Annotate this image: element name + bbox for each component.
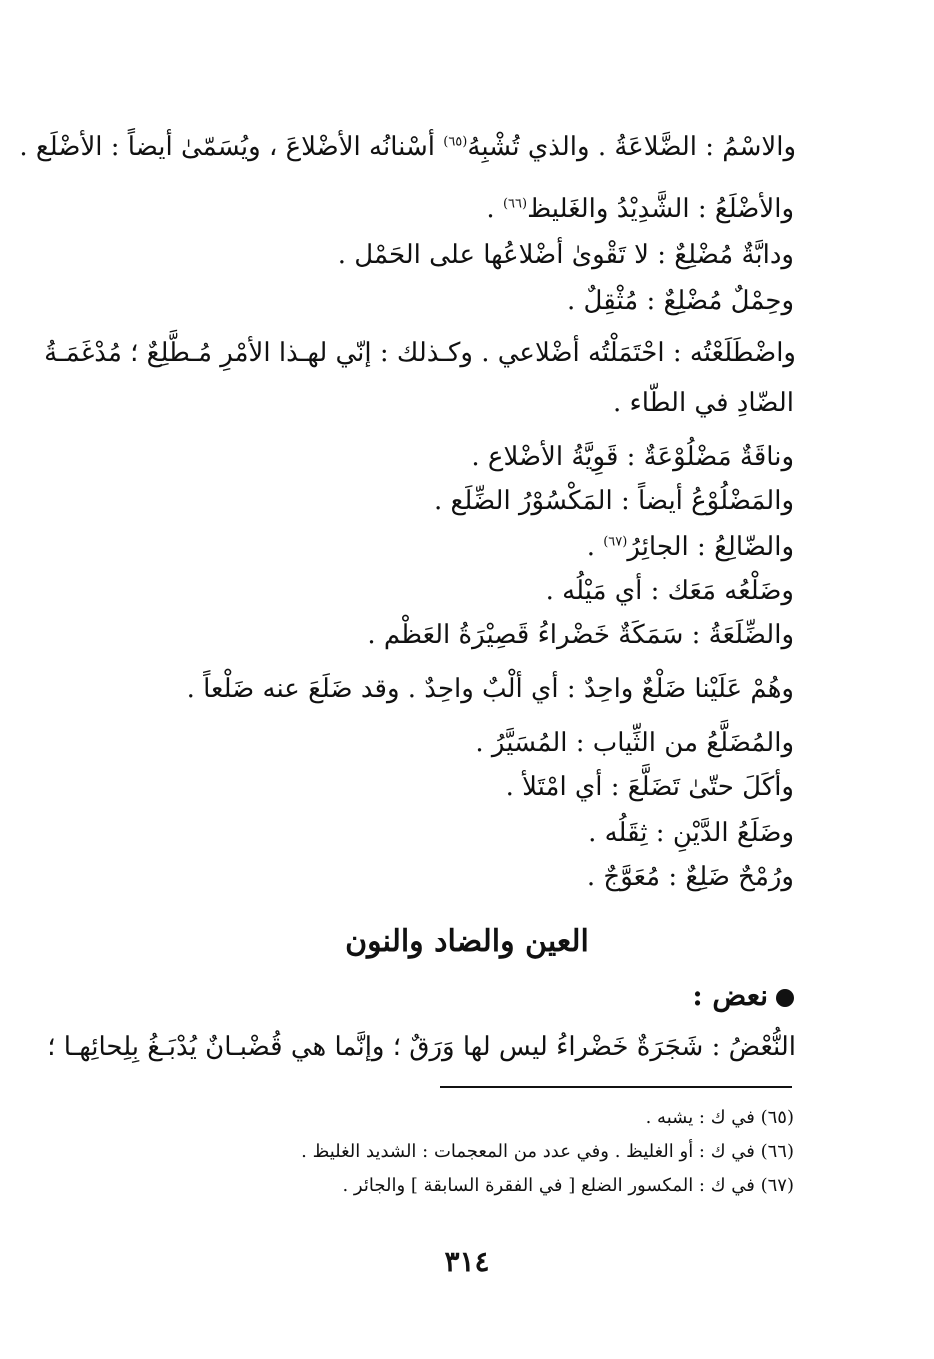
bullet-icon	[776, 989, 794, 1007]
footnote-ref-67[interactable]: (٦٧)	[603, 534, 628, 550]
line-text: والضّالِعُ : الجائِرُ	[627, 532, 794, 562]
text-line-1	[19, 130, 796, 164]
text-line-12: وهُمْ عَلَيْنا ضَلْعٌ واحِدٌ : أي ألْبٌ واحِدٌ . وقد ضَلَعَ عنه ضَلْعاً .	[186, 674, 794, 704]
text-line-9	[587, 530, 794, 564]
text-line-7: وناقَةٌ مَضْلُوْعَةٌ : قَوِيَّةُ الأضْلاع .	[471, 442, 794, 472]
footnote-divider	[440, 1086, 792, 1088]
text-line-14: وأكَلَ حتّىٰ تَضَلَّعَ : أي امْتَلأ .	[505, 772, 794, 802]
text-line-5: واضْطَلَعْتُه : احْتَمَلْتُه أضْلاعي . وكـذلك : إنّي لهـذا الأمْرِ مُـطَّلِعٌ ؛ مُدْغَمَـةُ	[44, 338, 796, 368]
line-text-cont: أسْنانُه الأضْلاعَ ، ويُسَمّىٰ أيضاً : الأضْلَع .	[19, 132, 444, 162]
text-line-8: والمَضْلُوْعُ أيضاً : المَكْسُوْرُ الضِّلَع .	[434, 486, 794, 516]
text-line-4: وحِمْلٌ مُضْلِعٌ : مُثْقِلٌ .	[567, 286, 794, 316]
page-number: ٣١٤	[444, 1245, 490, 1278]
footnote-66: (٦٦) في ك : أو الغليظ . وفي عدد من المعجمات : الشديد الغليظ .	[301, 1141, 794, 1162]
line-text-cont: .	[586, 532, 604, 562]
line-text: والأضْلَعُ : الشَّدِيْدُ والغَليظ	[527, 194, 794, 224]
section-heading: العين والضاد والنون	[345, 924, 589, 959]
text-line-11: والضِّلَعَةُ : سَمَكَةٌ خَضْراءُ قَصِيْرَةُ العَظْم .	[367, 620, 794, 650]
text-line-13: والمُضَلَّعُ من الثِّياب : المُسَيَّرُ .	[475, 728, 794, 758]
text-line-15: وضَلَعُ الدَّيْنِ : ثِقَلُه .	[588, 818, 794, 848]
text-line-16: ورُمْحٌ ضَلِعٌ : مُعَوَّجٌ .	[586, 862, 794, 892]
text-line-6: الضّادِ في الطّاء .	[613, 388, 794, 418]
footnote-67: (٦٧) في ك : المكسور الضلع [ في الفقرة السابقة ] والجائر .	[342, 1175, 794, 1196]
text-line-2	[486, 192, 794, 226]
footnote-ref-65[interactable]: (٦٥)	[443, 134, 468, 150]
entry-headword-text: نعض :	[692, 979, 768, 1012]
text-line-10: وضَلْعُه مَعَك : أي مَيْلُه .	[545, 576, 794, 606]
line-text: والاسْمُ : الضَّلاعَةُ . والذي تُشْبِهُ	[467, 132, 796, 162]
text-line-3: ودابَّةٌ مُضْلِعٌ : لا تَقْوىٰ أضْلاعُها على الحَمْل .	[337, 240, 794, 270]
line-text-cont: .	[486, 194, 503, 224]
footnote-ref-66[interactable]: (٦٦)	[502, 196, 528, 212]
entry-definition-line: النُّعْضُ : شَجَرَةٌ خَضْراءُ ليس لها وَرَقٌ ؛ وإنَّما هي قُضْبـانٌ يُدْبَـغُ بِلِحائِهـا ؛	[47, 1032, 796, 1062]
entry-headword	[692, 978, 794, 1014]
footnote-65: (٦٥) في ك : يشبه .	[645, 1107, 794, 1128]
